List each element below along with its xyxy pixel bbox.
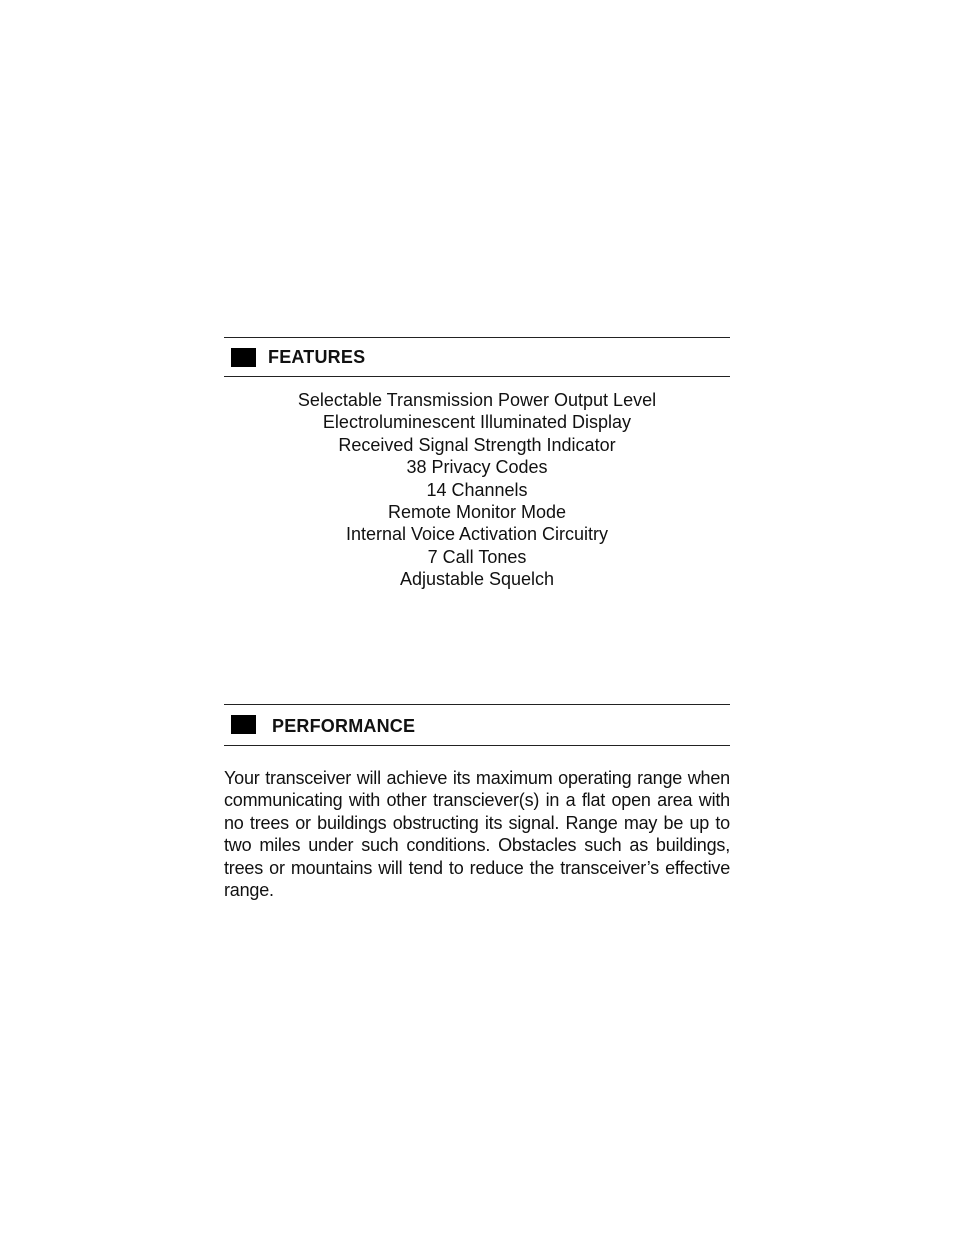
feature-item: Selectable Transmission Power Output Level: [297, 390, 657, 410]
feature-item: Received Signal Strength Indicator: [338, 434, 616, 455]
feature-item: 14 Channels: [426, 479, 528, 500]
feature-item: Remote Monitor Mode: [387, 502, 567, 523]
section-marker-icon: [231, 348, 256, 367]
features-section-header: [224, 337, 730, 377]
performance-heading: PERFORMANCE: [272, 716, 416, 736]
section-marker-icon: [231, 715, 256, 734]
feature-item: Electroluminescent Illuminated Display: [322, 412, 632, 433]
feature-item: 38 Privacy Codes: [406, 457, 548, 478]
feature-item: 7 Call Tones: [427, 546, 527, 567]
features-heading: FEATURES: [268, 347, 366, 367]
feature-item: Internal Voice Activation Circuitry: [345, 524, 609, 545]
feature-item: Adjustable Squelch: [399, 569, 555, 590]
performance-paragraph: Your transceiver will achieve its maximum operating range when communicating with other transciever(s) in a flat open area with no trees or buildings obstructing its signal. Range may be up to two miles under such conditions. Obstacles such as buildings, trees or mountains will tend to reduce the transceiver’s effective range.: [224, 768, 730, 901]
features-list: [224, 389, 730, 591]
performance-section-header: [224, 704, 730, 746]
